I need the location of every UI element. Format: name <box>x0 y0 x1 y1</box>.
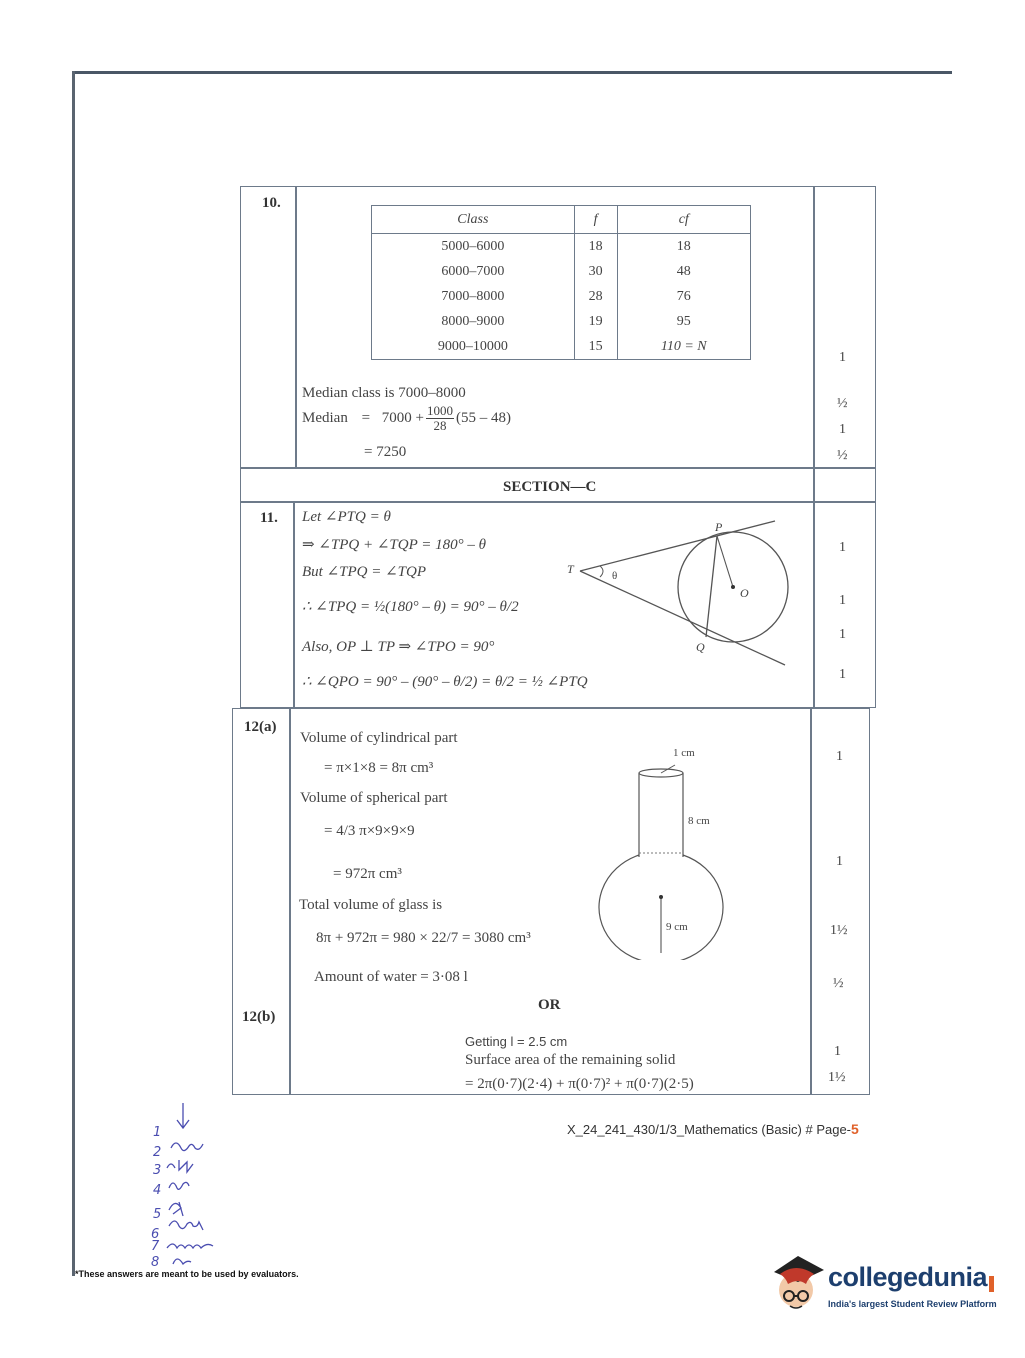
table-cell: 76 <box>617 284 750 309</box>
mark: 1 <box>839 350 846 365</box>
mark: ½ <box>833 976 844 991</box>
question-number: 12(a) <box>244 719 277 735</box>
hand-number: 5 <box>153 1207 162 1222</box>
solution-line: Amount of water = 3·08 l <box>314 969 468 985</box>
table-cell: 110 = N <box>617 334 750 360</box>
page-reference <box>567 1121 859 1137</box>
hand-number: 3 <box>153 1163 162 1178</box>
hand-number: 4 <box>153 1183 162 1198</box>
table-cell: 28 <box>574 284 617 309</box>
table-cell: 19 <box>574 309 617 334</box>
theta-label: θ <box>612 570 618 582</box>
mark: 1 <box>839 540 846 555</box>
table-cell: 7000–8000 <box>372 284 575 309</box>
mark: ½ <box>837 396 848 411</box>
point-p-label: P <box>715 520 723 534</box>
row-divider <box>240 467 875 469</box>
mark: 1 <box>834 1044 841 1059</box>
solution-line: ∴ ∠TPQ = ½(180° – θ) = 90° – θ/2 <box>302 599 519 615</box>
sphere-radius-label: 9 cm <box>666 921 688 933</box>
mark: 1 <box>839 627 846 642</box>
page-number: 5 <box>851 1121 859 1137</box>
solution-line: Getting l = 2.5 cm <box>465 1034 568 1049</box>
point-o-label: O <box>740 586 749 600</box>
mark: 1 <box>839 422 846 437</box>
table-row <box>372 309 751 334</box>
table-row <box>372 259 751 284</box>
hand-number: 8 <box>151 1255 160 1270</box>
flask-diagram <box>595 745 735 960</box>
solution-line: Surface area of the remaining solid <box>465 1052 676 1068</box>
table-cell: 5000–6000 <box>372 234 575 260</box>
cylinder-height-label: 8 cm <box>688 815 710 827</box>
mark: 1 <box>836 749 843 764</box>
median-tail: (55 – 48) <box>456 409 512 426</box>
header-cf: cf <box>617 206 750 234</box>
mark: 1½ <box>828 1070 846 1085</box>
solution-line: 8π + 972π = 980 × 22/7 = 3080 cm³ <box>316 930 531 946</box>
median-formula <box>302 404 511 433</box>
table-cell: 48 <box>617 259 750 284</box>
equals-sign: = <box>361 409 371 426</box>
solution-line: = π×1×8 = 8π cm³ <box>324 760 434 776</box>
median-label: Median <box>302 409 348 426</box>
solution-line: Volume of spherical part <box>300 790 448 806</box>
solution-line: = 2π(0·7)(2·4) + π(0·7)² + π(0·7)(2·5) <box>465 1076 694 1092</box>
table-cell: 95 <box>617 309 750 334</box>
question-number: 11. <box>260 510 278 526</box>
table-cell: 15 <box>574 334 617 360</box>
header-f: f <box>574 206 617 234</box>
fraction <box>426 404 454 433</box>
table-cell: 6000–7000 <box>372 259 575 284</box>
table-row <box>372 284 751 309</box>
question-number: 12(b) <box>242 1009 276 1025</box>
table-cell: 18 <box>574 234 617 260</box>
handwritten-annotations <box>145 1098 245 1273</box>
mark: 1 <box>836 854 843 869</box>
solution-line: Let ∠PTQ = θ <box>302 509 391 525</box>
cylinder-radius-label: 1 cm <box>673 747 695 759</box>
solution-line: But ∠TPQ = ∠TQP <box>302 564 427 580</box>
marks-column-divider <box>810 708 812 1094</box>
mark: 1½ <box>830 923 848 938</box>
solution-line: = 972π cm³ <box>333 866 402 882</box>
page-top-border <box>72 71 952 74</box>
solution-line: Also, OP ⊥ TP ⇒ ∠TPO = 90° <box>302 639 495 655</box>
frequency-table <box>371 205 751 360</box>
solution-line: = 4/3 π×9×9×9 <box>324 823 415 839</box>
section-title: SECTION—C <box>503 479 597 495</box>
table-cell: 18 <box>617 234 750 260</box>
evaluator-disclaimer: *These answers are meant to be used by evaluators. <box>75 1269 299 1279</box>
solution-line: Volume of cylindrical part <box>300 730 458 746</box>
solution-line: ⇒ ∠TPQ + ∠TQP = 180° – θ <box>302 537 486 553</box>
table-row <box>372 234 751 260</box>
column-divider <box>295 186 297 468</box>
table-row <box>372 334 751 360</box>
hand-number: 2 <box>153 1145 162 1160</box>
question-number: 10. <box>262 195 281 211</box>
or-label: OR <box>538 997 561 1013</box>
point-t-label: T <box>567 562 574 576</box>
solution-line: Total volume of glass is <box>299 897 443 913</box>
tangent-circle-diagram <box>560 515 800 685</box>
fraction-numerator: 1000 <box>427 403 454 418</box>
median-class-text: Median class is 7000–8000 <box>302 385 466 401</box>
table-cell: 9000–10000 <box>372 334 575 360</box>
marks-column-divider <box>813 186 815 708</box>
median-base: 7000 + <box>381 409 425 426</box>
table-cell: 30 <box>574 259 617 284</box>
header-class: Class <box>372 206 575 234</box>
mark: 1 <box>839 667 846 682</box>
hand-number: 7 <box>151 1239 160 1254</box>
fraction-denominator: 28 <box>433 418 447 433</box>
solution-line: ∴ ∠QPO = 90° – (90° – θ/2) = θ/2 = ½ ∠PTQ <box>302 674 588 690</box>
page-left-border <box>72 71 75 1276</box>
hand-number: 1 <box>153 1125 162 1140</box>
point-q-label: Q <box>696 640 705 654</box>
median-result: = 7250 <box>364 444 407 460</box>
logo-name: collegedunia <box>828 1262 988 1292</box>
row-divider <box>240 501 875 503</box>
mark: ½ <box>837 448 848 463</box>
logo-tagline: India's largest Student Review Platform <box>828 1299 997 1309</box>
page-reference-text: X_24_241_430/1/3_Mathematics (Basic) # Page- <box>567 1122 852 1137</box>
column-divider <box>293 501 295 708</box>
table-header-row <box>372 206 751 234</box>
hand-number: 6 <box>151 1227 160 1242</box>
table-cell: 8000–9000 <box>372 309 575 334</box>
column-divider <box>289 708 291 1094</box>
mark: 1 <box>839 593 846 608</box>
